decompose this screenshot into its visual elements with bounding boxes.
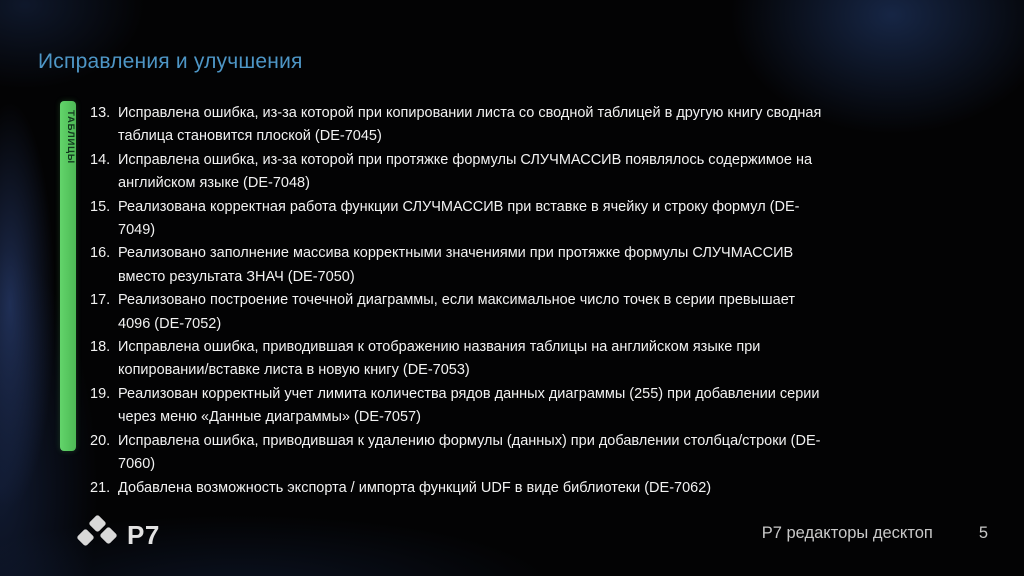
list-item [90, 477, 827, 500]
list-item-number: 18. [90, 339, 111, 356]
list-item [90, 196, 827, 243]
list-item [90, 289, 827, 336]
list-item-text: Реализовано построение точечной диаграммы, если максимальное число точек в серии превышает 4096 (DE-7052) [118, 292, 795, 332]
footer-page-number: 5 [978, 524, 988, 542]
list-item [90, 102, 827, 149]
list-item [90, 149, 827, 196]
list-item-number: 20. [90, 432, 111, 449]
footer-product-name: Р7 редакторы десктоп [761, 524, 933, 542]
list-item-number: 19. [90, 385, 111, 402]
p7-logo-diamonds-icon [78, 514, 122, 552]
fixes-list [90, 102, 827, 500]
list-item [90, 383, 827, 430]
p7-logo-text: Р7 [127, 520, 160, 550]
list-item-number: 13. [90, 105, 111, 121]
list-item-text: Исправлена ошибка, приводившая к удалению формулы (данных) при добавлении столбца/строки (DE-7060) [118, 432, 821, 473]
p7-logo [78, 514, 168, 554]
list-item-number: 21. [90, 479, 111, 496]
section-tab-tables [60, 101, 76, 451]
list-item-text: Реализовано заполнение массива корректными значениями при протяжке формулы СЛУЧМАССИВ вместо результата ЗНАЧ (DE-7050) [118, 245, 794, 285]
list-item [90, 242, 827, 289]
diamond-icon [76, 528, 94, 546]
list-item [90, 336, 827, 383]
list-item-text: Реализована корректная работа функции СЛУЧМАССИВ при вставке в ячейку и строку формул (DE-7049) [118, 198, 800, 239]
list-item-number: 15. [90, 198, 111, 215]
footer [762, 524, 988, 543]
list-item-text: Добавлена возможность экспорта / импорта функций UDF в виде библиотеки (DE-7062) [118, 479, 712, 496]
section-tab-label: ТАБЛИЦЫ [65, 110, 76, 164]
list-item [90, 430, 827, 477]
list-item-text: Исправлена ошибка, приводившая к отображению названия таблицы на английском языке при копировании/вставке листа в новую книгу (DE-7053) [118, 339, 761, 379]
list-item-number: 17. [90, 292, 111, 309]
list-item-text: Исправлена ошибка, из-за которой при протяжке формулы СЛУЧМАССИВ появлялось содержимое на английском языке (DE-7048) [118, 151, 813, 192]
list-item-number: 16. [90, 245, 111, 262]
list-item-text: Исправлена ошибка, из-за которой при копировании листа со сводной таблицей в другую книгу сводная таблица становится плоской (DE-7045) [118, 105, 822, 145]
page-title: Исправления и улучшения [38, 50, 303, 73]
list-item-number: 14. [90, 151, 111, 168]
diamond-icon [99, 526, 117, 544]
list-item-text: Реализован корректный учет лимита количества рядов данных диаграммы (255) при добавлении серии через меню «Данные диаграммы» (DE-7057) [118, 385, 820, 426]
